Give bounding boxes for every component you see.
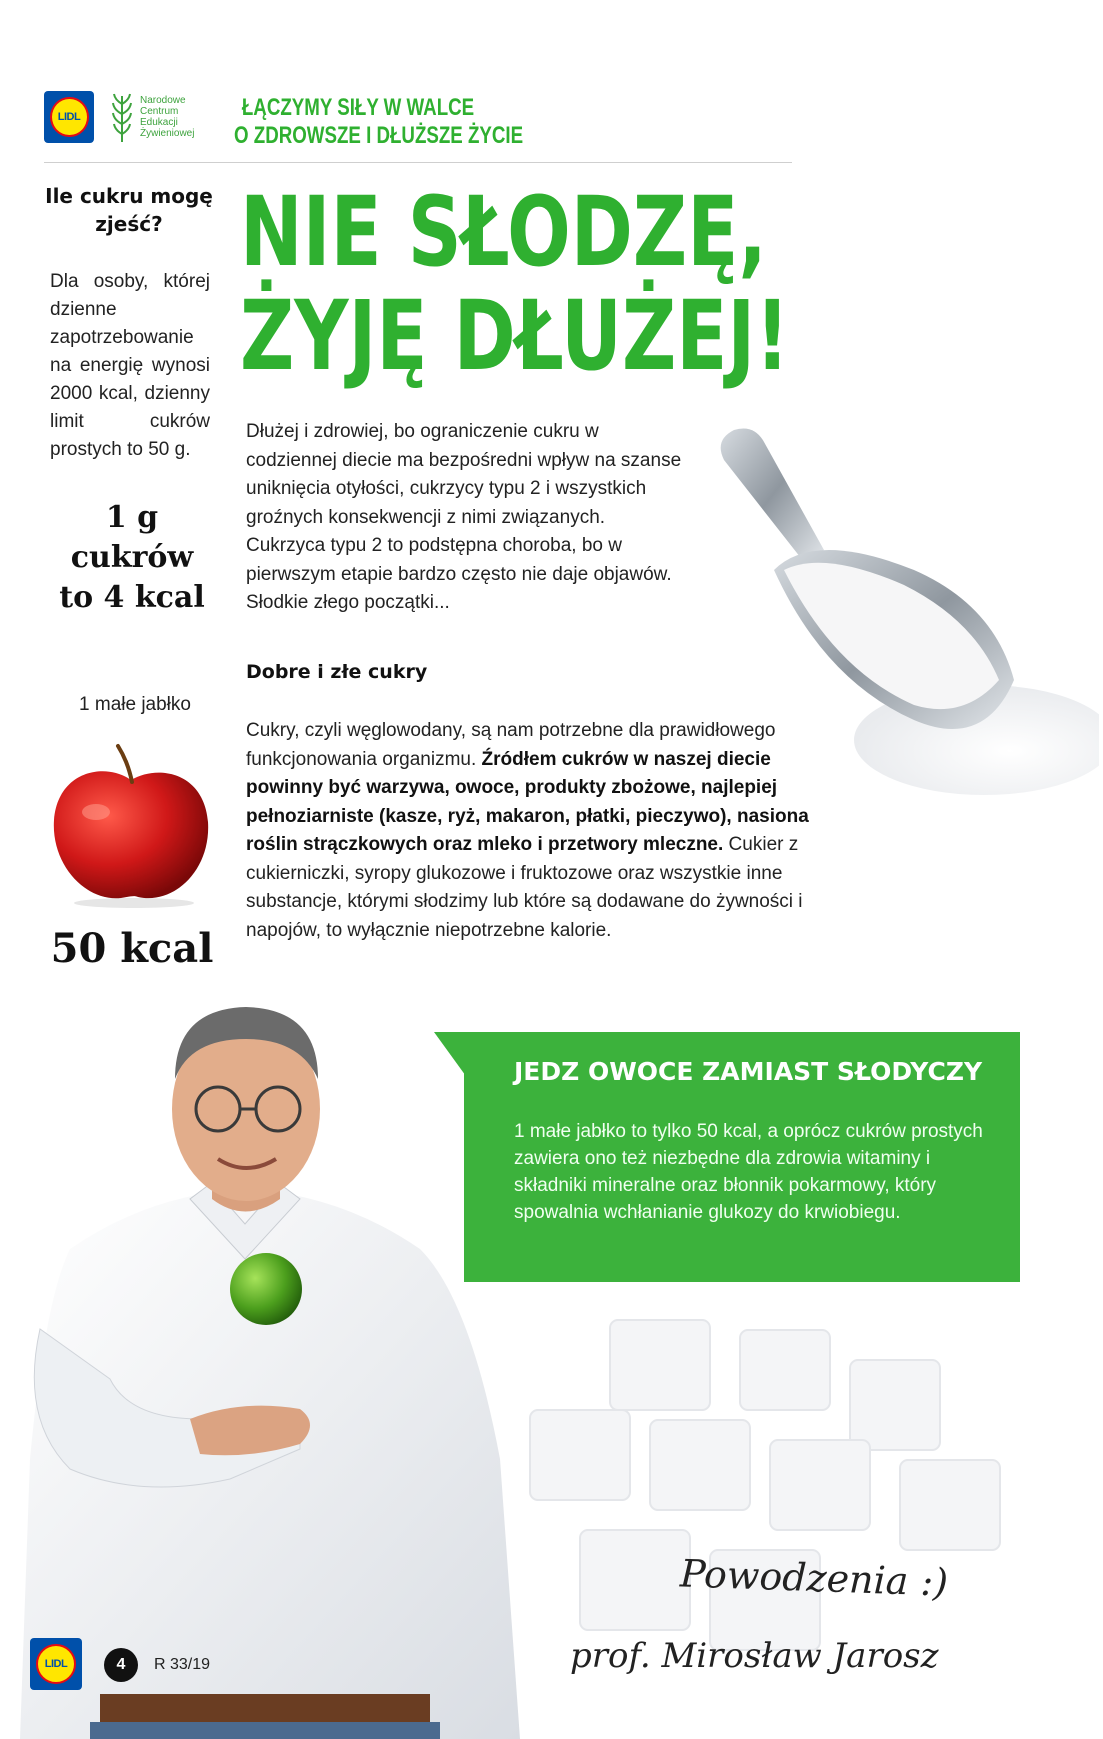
wheat-icon — [110, 92, 134, 144]
red-apple-image — [46, 740, 216, 910]
page-headline — [240, 176, 790, 392]
fruit-tip-text: 1 małe jabłko to tylko 50 kcal, a oprócz cukrów prostych zawiera ono też niezbędne dla zdrowia witaminy i składniki mineralne oraz błonnik pokarmowy, który spowalnia wchłanianie glukozy do krwiobiegu. — [514, 1121, 983, 1223]
header-divider — [44, 162, 792, 163]
lidl-logo-text: LIDL — [50, 97, 89, 138]
sugar-fact-line: 1 g cukrów — [70, 500, 194, 575]
issue-number: R 33/19 — [154, 1656, 211, 1673]
sugars-text: Cukier z cukierniczki, syropy glukozowe i fruktozowe oraz wszystkie inne substancje, którymi słodzimy lub które są dodawane do żywności i napojów, to wyłącznie niepotrzebne kalorie. — [246, 834, 803, 941]
headline-line: ŻYJĘ DŁUŻEJ! — [240, 280, 790, 392]
slogan-line: ŁĄCZYMY SIŁY W WALCE — [241, 94, 475, 121]
ncez-line: Centrum — [140, 106, 179, 117]
signature-greeting: Powodzenia :) — [679, 1551, 949, 1605]
intro-paragraph: Dłużej i zdrowiej, bo ograniczenie cukru w codziennej diecie ma bezpośredni wpływ na szanse uniknięcia otyłości, cukrzycy typu 2 i wszystkich groźnych konsekwencji z nimi związanych. Cukrzyca typu 2 to podstępna choroba, bo w pierwszym etapie bardzo często nie daje objawów. Słodkie złego początki... — [246, 421, 682, 613]
sugars-text: Cukry, czyli węglowodany, są nam potrzebne dla prawidłowego funkcjonowania organizmu. — [246, 720, 776, 770]
sugar-fact-line: to 4 kcal — [59, 580, 205, 615]
ncez-line: Żywieniowej — [140, 128, 195, 139]
section-subhead: Dobre i złe cukry — [246, 661, 428, 683]
sugar-scoop-image — [714, 420, 1099, 800]
signature-name: prof. Mirosław Jarosz — [570, 1636, 939, 1676]
fruit-tip-box — [464, 1032, 1020, 1282]
headline-line: NIE SŁODZĘ, — [240, 176, 767, 288]
ncez-line: Narodowe — [140, 95, 186, 106]
man-holding-apple-image — [0, 999, 520, 1739]
ncez-logo — [110, 92, 200, 146]
page-number: 4 — [104, 1648, 138, 1682]
campaign-slogan — [234, 94, 524, 150]
lidl-logo — [44, 91, 94, 143]
apple-kcal: 50 kcal — [50, 925, 214, 972]
slogan-line: O ZDROWSZE I DŁUŻSZE ŻYCIE — [234, 122, 524, 149]
sugars-text-bold: Źródłem cukrów w naszej diecie powinny być warzywa, owoce, produkty zbożowe, najlepiej pełnoziarniste (kasze, ryż, makaron, płatki, pieczywo), nasiona roślin strączkowych oraz mleko i przetwory mleczne. — [246, 748, 809, 855]
sidebar-question: Ile cukru mogę zjeść? — [45, 184, 213, 236]
footer-lidl-logo-text: LIDL — [36, 1644, 77, 1685]
ncez-line: Edukacji — [140, 117, 178, 128]
sidebar-paragraph: Dla osoby, której dzienne zapotrzebowanie na energię wynosi 2000 kcal, dzienny limit cukrów prostych to 50 g. — [50, 271, 210, 460]
footer-lidl-logo — [30, 1638, 82, 1690]
fruit-tip-title: JEDZ OWOCE ZAMIAST SŁODYCZY — [514, 1057, 983, 1086]
sugar-fact — [40, 498, 224, 618]
apple-caption: 1 małe jabłko — [79, 694, 191, 715]
